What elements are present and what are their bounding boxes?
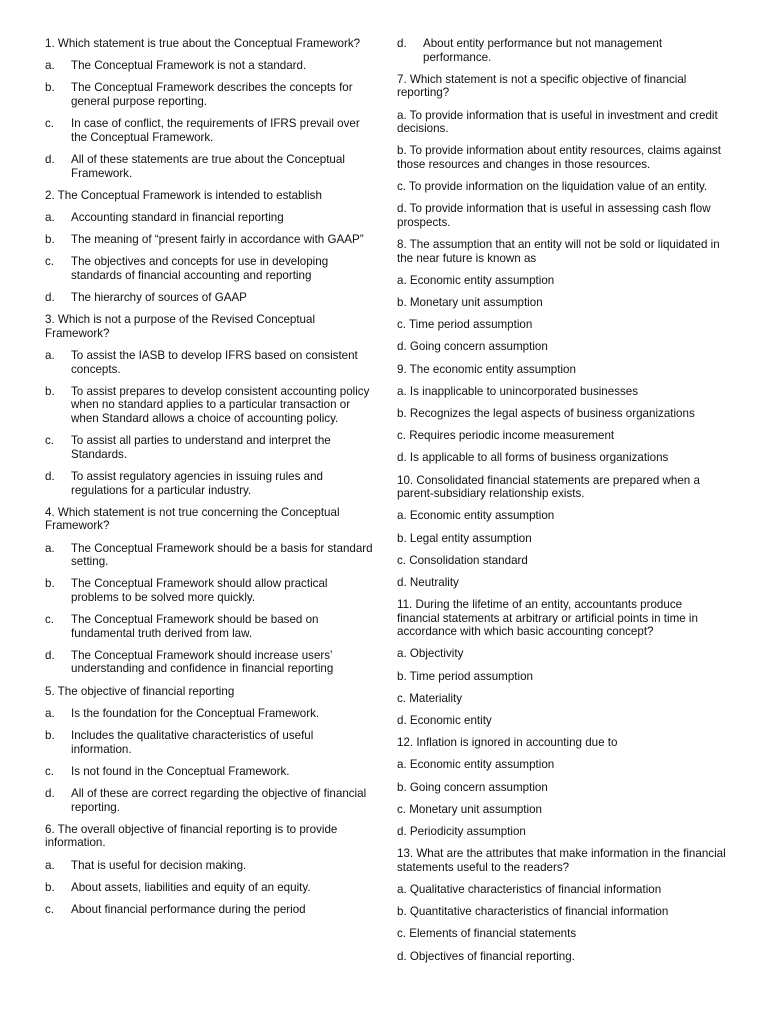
option-letter: c. xyxy=(45,117,55,131)
option-letter: a. xyxy=(45,59,55,73)
question-text: 13. What are the attributes that make information in the financial statements useful to the readers? xyxy=(397,847,726,874)
question-text: 7. Which statement is not a specific objective of financial reporting? xyxy=(397,72,687,100)
answer-option: c. Consolidation standard xyxy=(397,553,528,567)
option-letter: a. xyxy=(45,541,55,555)
option-text: All of these are correct regarding the objective of financial reporting. xyxy=(71,787,367,814)
option-letter: d. xyxy=(397,37,407,50)
answer-option: c. Monetary unit assumption xyxy=(397,802,542,816)
answer-option: a. Economic entity assumption xyxy=(397,758,555,772)
answer-option xyxy=(45,542,375,569)
option-text: That is useful for decision making. xyxy=(71,858,247,872)
question-text: 3. Which is not a purpose of the Revised Conceptual Framework? xyxy=(45,313,316,340)
question-text: 10. Consolidated financial statements are prepared when a parent-subsidiary relationship exists. xyxy=(397,473,700,501)
answer-option xyxy=(397,37,727,64)
answer-option xyxy=(45,233,375,247)
option-text: The Conceptual Framework describes the concepts for general purpose reporting. xyxy=(71,81,353,108)
option-letter: a. xyxy=(45,858,55,872)
option-letter: d. xyxy=(45,787,55,800)
option-text: The hierarchy of sources of GAAP xyxy=(71,291,247,305)
question-text: 11. During the lifetime of an entity, accountants produce financial statements at arbitrary or artificial points in time in accordance with which basic accounting concept? xyxy=(397,598,698,639)
option-text: Accounting standard in financial reporting xyxy=(71,210,284,224)
option-letter: d. xyxy=(45,648,55,662)
answer-option: c. To provide information on the liquidation value of an entity. xyxy=(397,180,708,194)
question-text: 8. The assumption that an entity will not be sold or liquidated in the near future is known as xyxy=(397,238,720,265)
answer-option: c. Elements of financial statements xyxy=(397,927,577,941)
option-text: To assist prepares to develop consistent accounting policy when no standard applies to a particular transaction or when Standard allows a choice of accounting policy. xyxy=(71,384,370,425)
answer-option xyxy=(45,211,375,225)
option-letter: c. xyxy=(45,902,55,916)
answer-option xyxy=(45,577,375,604)
answer-option: b. Recognizes the legal aspects of business organizations xyxy=(397,407,695,420)
question-text: 5. The objective of financial reporting xyxy=(45,684,235,698)
option-text: The Conceptual Framework is not a standard. xyxy=(71,59,307,73)
answer-option xyxy=(45,470,375,497)
answer-option: a. Qualitative characteristics of financial information xyxy=(397,882,662,896)
question-text: 12. Inflation is ignored in accounting due to xyxy=(397,736,618,750)
answer-option: a. Is inapplicable to unincorporated businesses xyxy=(397,384,639,398)
answer-option: c. Time period assumption xyxy=(397,318,533,332)
answer-option: d. Is applicable to all forms of business organizations xyxy=(397,451,669,465)
answer-option xyxy=(45,765,375,779)
answer-option: a. To provide information that is useful in investment and credit decisions. xyxy=(397,108,718,136)
answer-option xyxy=(45,385,375,426)
option-text: All of these statements are true about the Conceptual Framework. xyxy=(71,152,345,180)
option-letter: d. xyxy=(45,291,55,305)
answer-option xyxy=(45,649,375,676)
option-text: About financial performance during the period xyxy=(71,902,306,916)
option-text: The Conceptual Framework should be a basis for standard setting. xyxy=(71,541,373,569)
answer-option: b. Time period assumption xyxy=(397,669,533,683)
question-text: 1. Which statement is true about the Conceptual Framework? xyxy=(45,37,361,50)
option-letter: a. xyxy=(45,706,55,720)
answer-option xyxy=(45,349,375,376)
option-letter: d. xyxy=(45,469,55,483)
answer-option xyxy=(45,59,375,73)
answer-option xyxy=(45,729,375,756)
answer-option xyxy=(45,859,375,873)
question-text: 2. The Conceptual Framework is intended to establish xyxy=(45,188,322,202)
option-letter: c. xyxy=(45,434,55,448)
answer-option xyxy=(45,881,375,895)
answer-option xyxy=(45,434,375,461)
option-text: The Conceptual Framework should be based on fundamental truth derived from law. xyxy=(71,613,319,640)
option-letter: c. xyxy=(45,764,55,778)
answer-option: b. Monetary unit assumption xyxy=(397,296,543,310)
answer-option xyxy=(45,787,375,814)
option-letter: a. xyxy=(45,349,55,363)
option-text: The meaning of “present fairly in accordance with GAAP” xyxy=(71,233,364,247)
option-text: To assist regulatory agencies in issuing rules and regulations for a particular industry. xyxy=(71,469,323,497)
option-text: To assist all parties to understand and interpret the Standards. xyxy=(71,434,331,461)
answer-option: d. To provide information that is useful in assessing cash flow prospects. xyxy=(397,202,711,229)
left-column xyxy=(45,37,375,925)
option-text: The Conceptual Framework should allow practical problems to be solved more quickly. xyxy=(71,577,328,604)
right-column xyxy=(397,37,727,972)
option-text: About assets, liabilities and equity of an equity. xyxy=(71,880,311,894)
answer-option xyxy=(45,291,375,305)
answer-option: d. Going concern assumption xyxy=(397,340,548,354)
question-text: 4. Which statement is not true concerning the Conceptual Framework? xyxy=(45,505,340,533)
option-letter: d. xyxy=(45,152,55,166)
option-text: Includes the qualitative characteristics of useful information. xyxy=(71,729,314,756)
option-letter: b. xyxy=(45,577,55,591)
question-text: 6. The overall objective of financial reporting is to provide information. xyxy=(45,822,338,850)
answer-option: b. Legal entity assumption xyxy=(397,531,532,545)
answer-option: b. Going concern assumption xyxy=(397,780,548,794)
answer-option: c. Requires periodic income measurement xyxy=(397,429,615,443)
answer-option: a. Objectivity xyxy=(397,647,464,661)
answer-option xyxy=(45,81,375,108)
option-letter: b. xyxy=(45,233,55,247)
option-letter: b. xyxy=(45,729,55,743)
answer-option xyxy=(45,255,375,282)
option-text: Is the foundation for the Conceptual Framework. xyxy=(71,706,320,720)
option-text: Is not found in the Conceptual Framework. xyxy=(71,764,290,778)
option-text: About entity performance but not management performance. xyxy=(423,37,663,64)
answer-option xyxy=(45,613,375,640)
option-letter: b. xyxy=(45,880,55,894)
option-letter: c. xyxy=(45,255,55,269)
answer-option: b. To provide information about entity resources, claims against those resources and changes in those resources. xyxy=(397,144,721,171)
answer-option xyxy=(45,153,375,180)
answer-option: d. Neutrality xyxy=(397,575,459,589)
answer-option xyxy=(45,903,375,917)
question-text: 9. The economic entity assumption xyxy=(397,362,576,376)
answer-option: a. Economic entity assumption xyxy=(397,273,555,287)
answer-option: d. Periodicity assumption xyxy=(397,824,526,838)
answer-option xyxy=(45,707,375,721)
answer-option: b. Quantitative characteristics of financial information xyxy=(397,905,669,919)
option-text: To assist the IASB to develop IFRS based on consistent concepts. xyxy=(71,349,358,376)
answer-option: a. Economic entity assumption xyxy=(397,509,555,523)
option-text: The objectives and concepts for use in developing standards of financial accounting and reporting xyxy=(71,255,329,282)
option-letter: c. xyxy=(45,613,55,627)
answer-option xyxy=(45,117,375,144)
option-letter: b. xyxy=(45,81,55,95)
answer-option: d. Objectives of financial reporting. xyxy=(397,949,575,963)
option-letter: b. xyxy=(45,384,55,398)
answer-option: d. Economic entity xyxy=(397,714,492,728)
answer-option: c. Materiality xyxy=(397,691,463,705)
option-text: The Conceptual Framework should increase users’ understanding and confidence in financial reporting xyxy=(71,648,334,676)
option-text: In case of conflict, the requirements of IFRS prevail over the Conceptual Framework. xyxy=(71,117,360,144)
option-letter: a. xyxy=(45,210,55,224)
